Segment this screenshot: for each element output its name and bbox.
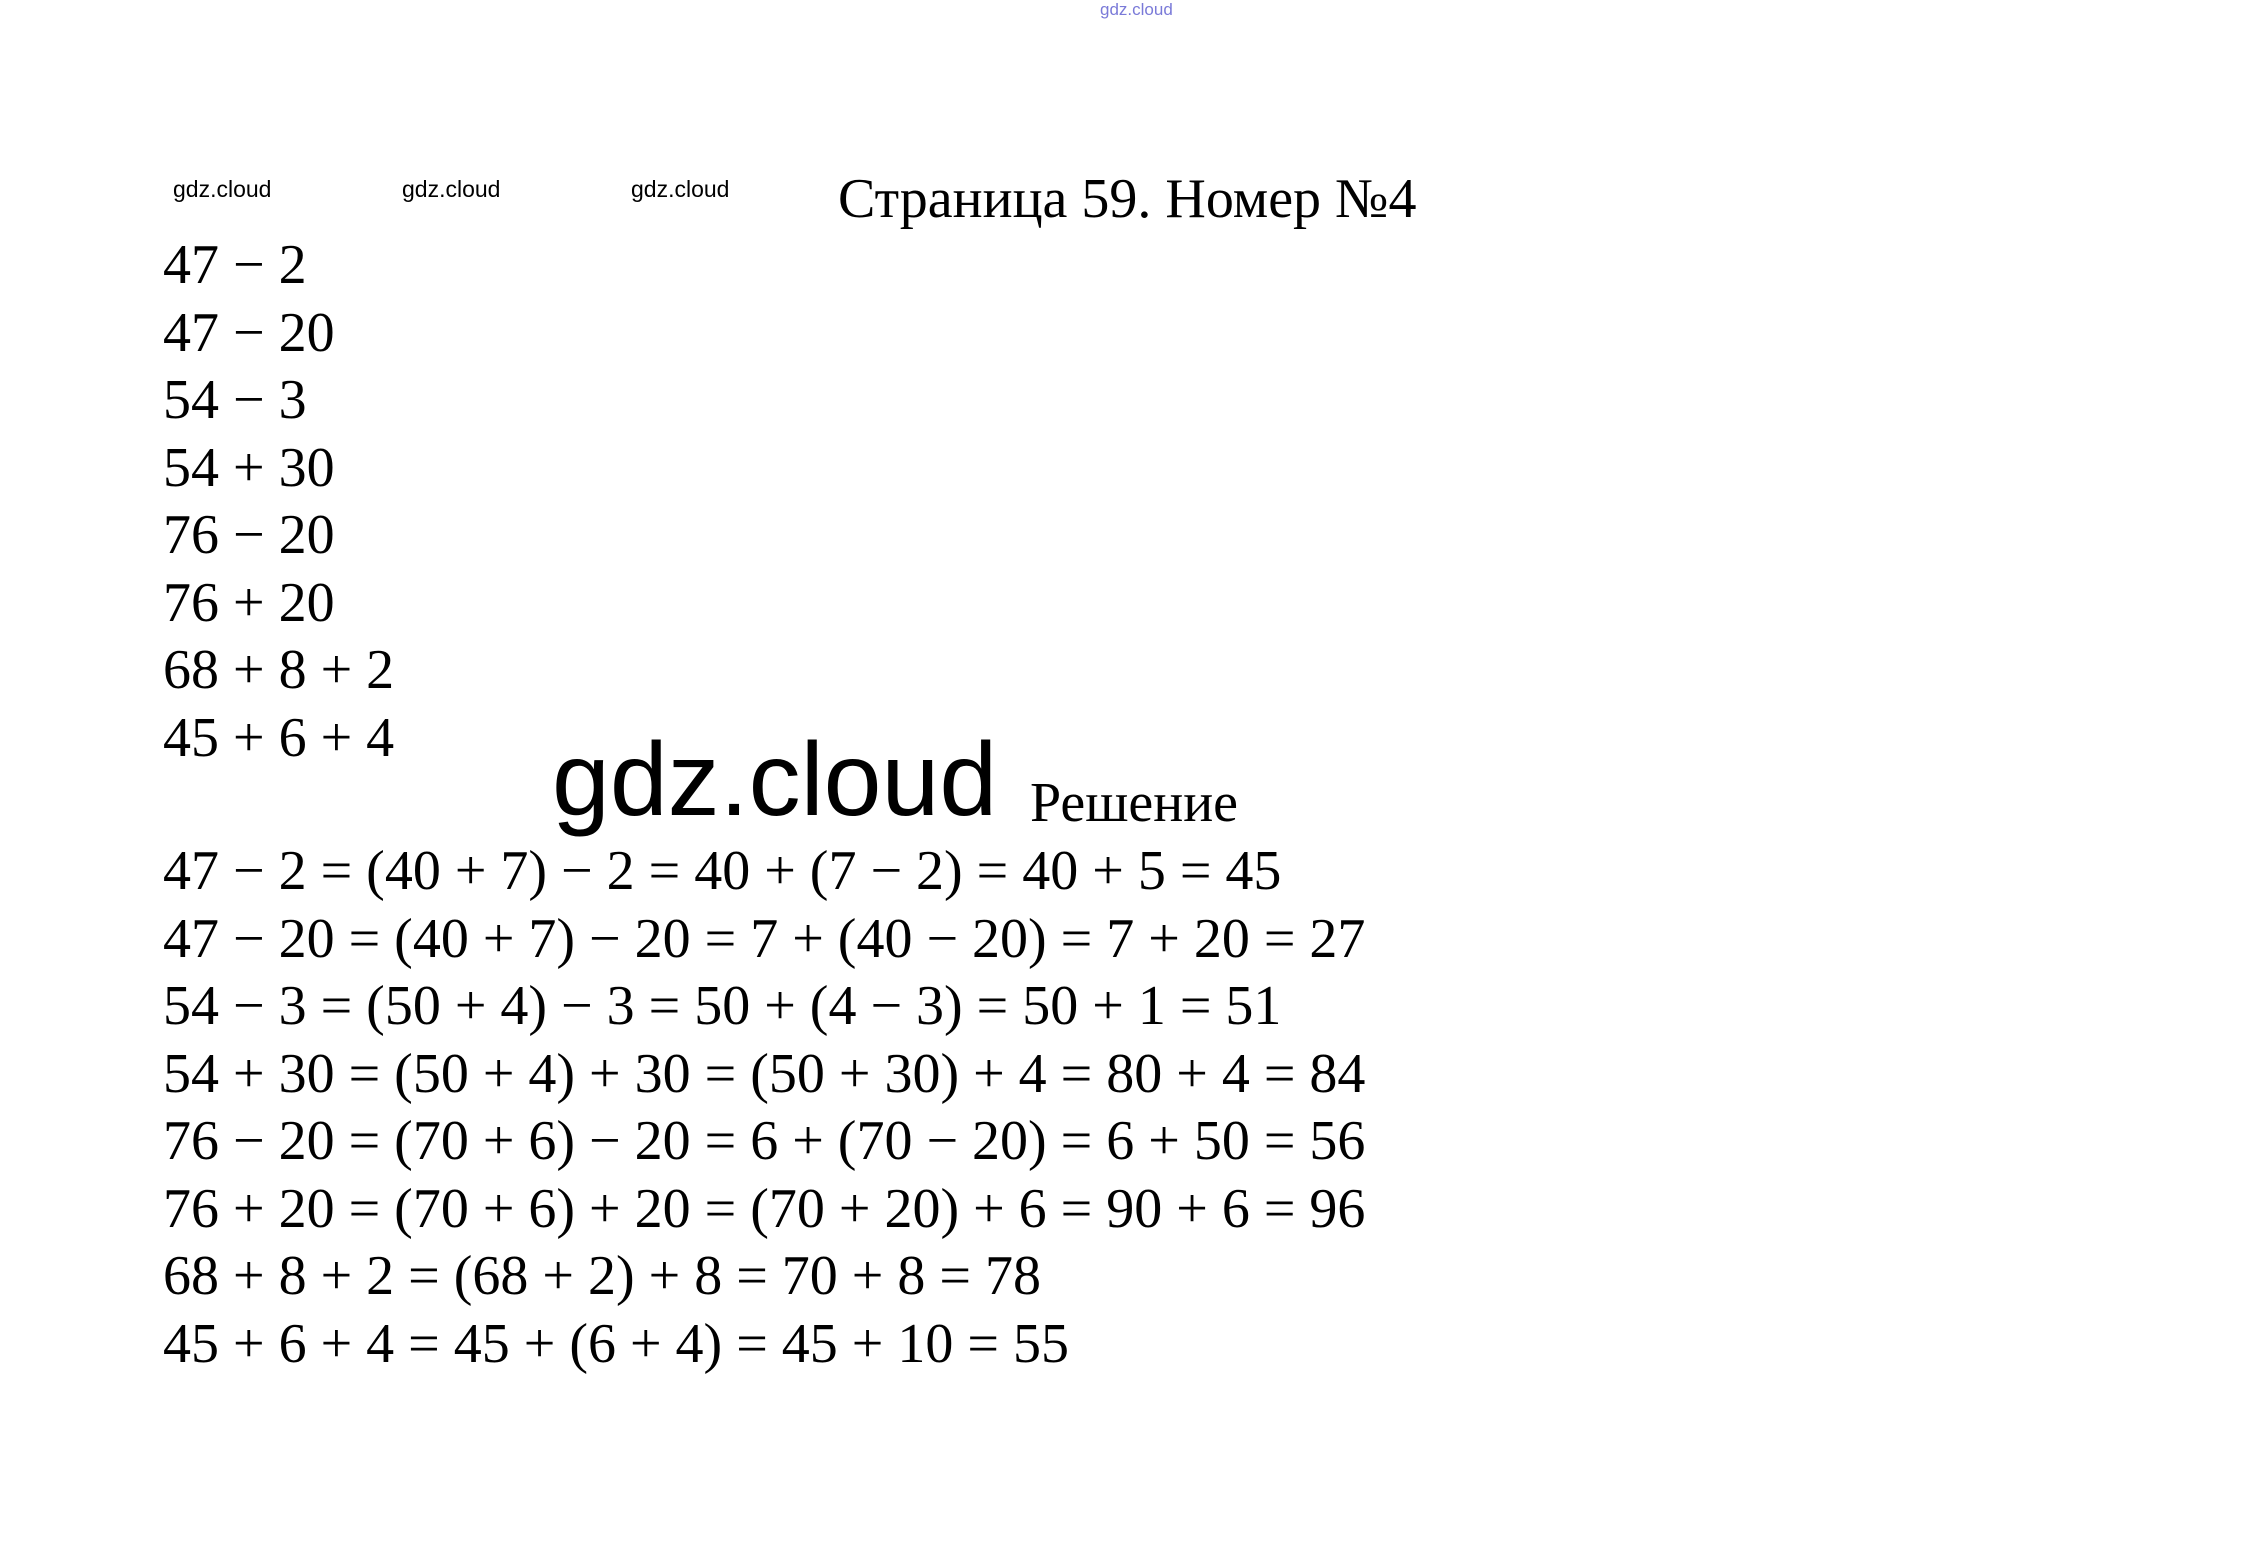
top-watermark: gdz.cloud [1100, 0, 1173, 19]
solution-item: 76 + 20 = (70 + 6) + 20 = (70 + 20) + 6 = 90 + 6 = 96 [163, 1177, 1366, 1240]
solution-item: 45 + 6 + 4 = 45 + (6 + 4) = 45 + 10 = 55 [163, 1312, 1069, 1375]
big-watermark: gdz.cloud [552, 722, 998, 838]
expression-list [163, 232, 394, 772]
small-watermark-1: gdz.cloud [173, 176, 272, 202]
small-watermark-3: gdz.cloud [631, 176, 730, 202]
expression-item: 54 − 3 [163, 369, 307, 431]
expression-item: 76 − 20 [163, 504, 335, 566]
solution-item: 54 + 30 = (50 + 4) + 30 = (50 + 30) + 4 = 80 + 4 = 84 [163, 1042, 1366, 1105]
solution-item: 47 − 20 = (40 + 7) − 20 = 7 + (40 − 20) = 7 + 20 = 27 [163, 907, 1366, 970]
solution-item: 54 − 3 = (50 + 4) − 3 = 50 + (4 − 3) = 50 + 1 = 51 [163, 975, 1282, 1037]
solution-item: 68 + 8 + 2 = (68 + 2) + 8 = 70 + 8 = 78 [163, 1245, 1041, 1307]
solution-item: 47 − 2 = (40 + 7) − 2 = 40 + (7 − 2) = 40 + 5 = 45 [163, 840, 1282, 902]
expression-item: 47 − 2 [163, 234, 307, 296]
solution-heading: Решение [1030, 772, 1239, 834]
expression-item: 76 + 20 [163, 571, 335, 634]
solution-item: 76 − 20 = (70 + 6) − 20 = 6 + (70 − 20) = 6 + 50 = 56 [163, 1110, 1366, 1172]
expression-item: 68 + 8 + 2 [163, 639, 395, 701]
solution-list [163, 838, 1365, 1378]
expression-item: 47 − 20 [163, 301, 335, 364]
small-watermark-2: gdz.cloud [402, 176, 501, 202]
expression-item: 45 + 6 + 4 [163, 706, 395, 769]
page-title: Страница 59. Номер №4 [838, 168, 1417, 230]
expression-item: 54 + 30 [163, 436, 335, 499]
